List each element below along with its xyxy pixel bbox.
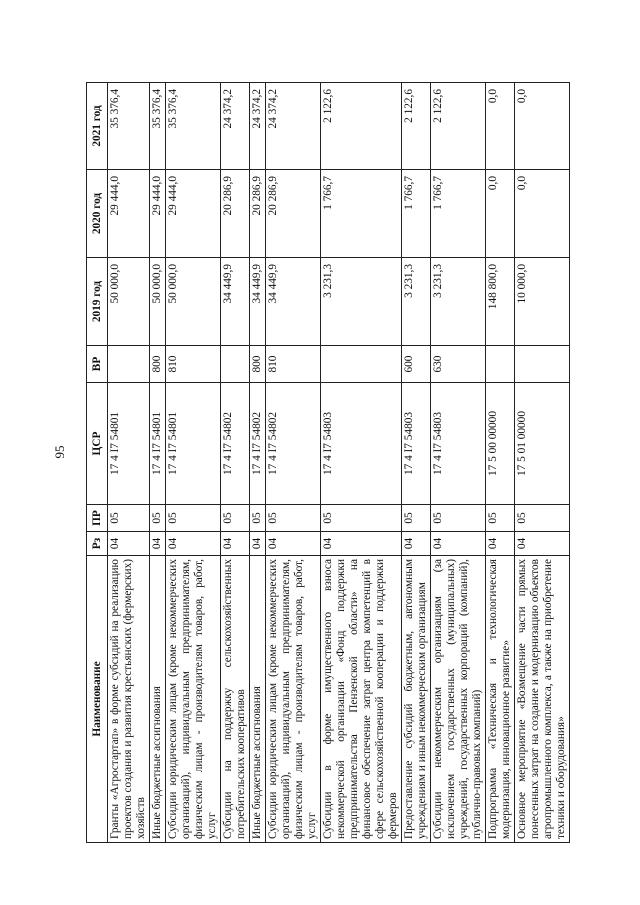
cell-2019: 3 231,3 xyxy=(321,258,402,346)
header-rz: Рз xyxy=(87,532,108,556)
table-header-row xyxy=(87,83,108,843)
header-2020: 2020 год xyxy=(87,170,108,258)
cell-2020: 1 766,7 xyxy=(321,170,402,258)
cell-2020: 0,0 xyxy=(515,170,570,258)
cell-2019: 3 231,3 xyxy=(431,258,486,346)
cell-2020: 29 444,0 xyxy=(150,170,166,258)
cell-pr: 05 xyxy=(515,505,570,532)
cell-csr: 17 4 I7 54802 xyxy=(266,383,321,505)
header-2019: 2019 год xyxy=(87,258,108,346)
table-row xyxy=(150,83,166,843)
table-row xyxy=(250,83,266,843)
cell-name: Подпрограмма «Техническая и технологическая модернизация, инновационное развитие» xyxy=(486,556,515,843)
cell-name: Субсидии некоммерческим организациям (за исключением государственных (муниципальных) учреждений, государственных корпораций (компаний), публично-правовых компаний) xyxy=(431,556,486,843)
cell-2019: 50 000,0 xyxy=(108,258,150,346)
cell-2020: 29 444,0 xyxy=(166,170,221,258)
cell-rz: 04 xyxy=(321,532,402,556)
cell-rz: 04 xyxy=(250,532,266,556)
cell-2020: 20 286,9 xyxy=(266,170,321,258)
table-row xyxy=(402,83,431,843)
rotated-page-content xyxy=(86,83,592,843)
cell-2020: 20 286,9 xyxy=(250,170,266,258)
cell-pr: 05 xyxy=(166,505,221,532)
cell-pr: 05 xyxy=(150,505,166,532)
cell-csr: 17 4 I7 54803 xyxy=(321,383,402,505)
cell-2019: 34 449,9 xyxy=(266,258,321,346)
table-row xyxy=(515,83,570,843)
cell-csr: 17 4 I7 54802 xyxy=(250,383,266,505)
cell-pr: 05 xyxy=(486,505,515,532)
cell-2019: 50 000,0 xyxy=(166,258,221,346)
cell-rz: 04 xyxy=(402,532,431,556)
cell-rz: 04 xyxy=(431,532,486,556)
cell-2021: 2 122,6 xyxy=(321,83,402,170)
cell-rz: 04 xyxy=(266,532,321,556)
cell-2020: 20 286,9 xyxy=(221,170,250,258)
cell-2019: 10 000,0 xyxy=(515,258,570,346)
cell-pr: 05 xyxy=(431,505,486,532)
cell-vr: 800 xyxy=(250,346,266,383)
cell-rz: 04 xyxy=(515,532,570,556)
header-2021: 2021 год xyxy=(87,83,108,170)
cell-2020: 29 444,0 xyxy=(108,170,150,258)
cell-2021: 0,0 xyxy=(486,83,515,170)
table-row xyxy=(266,83,321,843)
cell-vr: 600 xyxy=(402,346,431,383)
cell-pr: 05 xyxy=(402,505,431,532)
cell-csr: 17 4 I7 54803 xyxy=(402,383,431,505)
cell-vr: 810 xyxy=(266,346,321,383)
cell-2021: 35 376,4 xyxy=(166,83,221,170)
table-row xyxy=(321,83,402,843)
cell-vr xyxy=(221,346,250,383)
table-row xyxy=(486,83,515,843)
cell-name: Субсидии на поддержку сельскохозяйственных потребительских кооперативов xyxy=(221,556,250,843)
cell-2021: 24 374,2 xyxy=(266,83,321,170)
cell-name: Предоставление субсидий бюджетным, автономным учреждениям и иным некоммерческим организациям xyxy=(402,556,431,843)
budget-table xyxy=(86,82,570,843)
cell-csr: 17 4 I7 54801 xyxy=(108,383,150,505)
cell-rz: 04 xyxy=(486,532,515,556)
cell-2020: 0,0 xyxy=(486,170,515,258)
cell-name: Субсидии в форме имущественного взноса некоммерческой организации «Фонд поддержки предпринимательства Пензенской области» на финансовое обеспечение затрат центра компетенций в сфере сельскохозяйственной кооперации и поддержки фермеров xyxy=(321,556,402,843)
cell-name: Иные бюджетные ассигнования xyxy=(150,556,166,843)
cell-name: Основное мероприятие «Возмещение части прямых понесенных затрат на создание и модернизацию объектов агропромышленного комплекса, а также на приобретение техники и оборудования» xyxy=(515,556,570,843)
cell-2021: 24 374,2 xyxy=(250,83,266,170)
cell-csr: 17 4 I7 54803 xyxy=(431,383,486,505)
cell-csr: 17 5 00 00000 xyxy=(486,383,515,505)
cell-name: Субсидии юридическим лицам (кроме некоммерческих организаций), индивидуальным предпринимателям, физическим лицам - производителям товаров, работ, услуг xyxy=(266,556,321,843)
cell-vr xyxy=(515,346,570,383)
cell-pr: 05 xyxy=(250,505,266,532)
header-vr: ВР xyxy=(87,346,108,383)
cell-rz: 04 xyxy=(150,532,166,556)
cell-rz: 04 xyxy=(108,532,150,556)
cell-2019: 148 800,0 xyxy=(486,258,515,346)
cell-csr: 17 4 I7 54801 xyxy=(166,383,221,505)
table-row xyxy=(431,83,486,843)
cell-2021: 24 374,2 xyxy=(221,83,250,170)
table-row xyxy=(166,83,221,843)
header-csr: ЦСР xyxy=(87,383,108,505)
cell-vr xyxy=(486,346,515,383)
header-name: Наименование xyxy=(87,556,108,843)
cell-rz: 04 xyxy=(221,532,250,556)
cell-2019: 34 449,9 xyxy=(250,258,266,346)
cell-2019: 34 449,9 xyxy=(221,258,250,346)
cell-pr: 05 xyxy=(108,505,150,532)
cell-2019: 3 231,3 xyxy=(402,258,431,346)
cell-csr: 17 4 I7 54801 xyxy=(150,383,166,505)
cell-2021: 35 376,4 xyxy=(150,83,166,170)
cell-name: Иные бюджетные ассигнования xyxy=(250,556,266,843)
cell-vr xyxy=(321,346,402,383)
cell-csr: 17 5 01 00000 xyxy=(515,383,570,505)
cell-name: Гранты «Агростартап» в форме субсидий на реализацию проектов создания и развития крестьянских (фермерских) хозяйств xyxy=(108,556,150,843)
cell-2019: 50 000,0 xyxy=(150,258,166,346)
cell-vr xyxy=(108,346,150,383)
cell-pr: 05 xyxy=(321,505,402,532)
cell-rz: 04 xyxy=(166,532,221,556)
table-row xyxy=(108,83,150,843)
cell-vr: 810 xyxy=(166,346,221,383)
cell-2021: 0,0 xyxy=(515,83,570,170)
cell-2021: 2 122,6 xyxy=(431,83,486,170)
cell-name: Субсидии юридическим лицам (кроме некоммерческих организаций), индивидуальным предпринимателям, физическим лицам - производителям товаров, работ, услуг xyxy=(166,556,221,843)
cell-pr: 05 xyxy=(221,505,250,532)
cell-vr: 630 xyxy=(431,346,486,383)
cell-vr: 800 xyxy=(150,346,166,383)
page-number: 95 xyxy=(52,445,67,459)
cell-2020: 1 766,7 xyxy=(402,170,431,258)
table-row xyxy=(221,83,250,843)
header-pr: ПР xyxy=(87,505,108,532)
cell-csr: 17 4 I7 54802 xyxy=(221,383,250,505)
cell-pr: 05 xyxy=(266,505,321,532)
cell-2021: 35 376,4 xyxy=(108,83,150,170)
cell-2021: 2 122,6 xyxy=(402,83,431,170)
cell-2020: 1 766,7 xyxy=(431,170,486,258)
